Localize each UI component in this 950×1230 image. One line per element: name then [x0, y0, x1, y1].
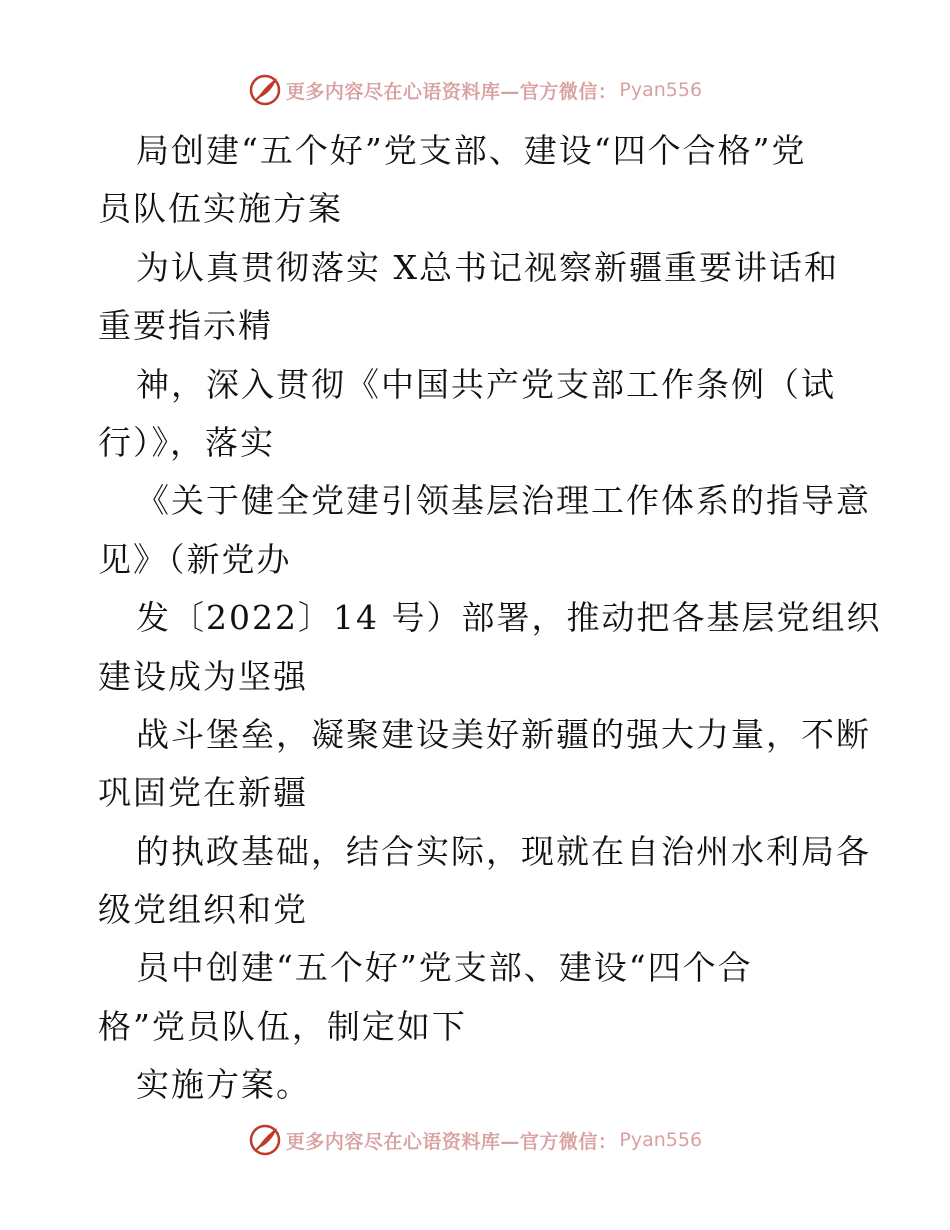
watermark-text: 更多内容尽在心语资料库—官方微信：: [285, 80, 618, 103]
document-line: 行）》，落实: [98, 422, 275, 462]
document-line: 发〔2022〕14 号）部署，推动把各基层党组织: [136, 598, 882, 638]
watermark-text: 更多内容尽在心语资料库—官方微信：: [285, 1130, 618, 1153]
document-line: 员队伍实施方案: [98, 189, 343, 229]
document-line: 战斗堡垒，凝聚建设美好新疆的强大力量，不断: [136, 714, 871, 754]
footer-watermark: [0, 1122, 950, 1158]
document-body: [98, 122, 882, 1115]
document-line: 的执政基础，结合实际，现就在自治州水利局各: [136, 831, 871, 871]
document-line: 实施方案。: [136, 1065, 311, 1105]
document-line: 巩固党在新疆: [98, 773, 308, 813]
feather-logo-icon: [248, 1123, 282, 1157]
document-line: 建设成为坚强: [98, 656, 308, 696]
document-line: 《关于健全党建引领基层治理工作体系的指导意: [136, 481, 871, 521]
watermark-wechat-id: Pyan556: [619, 1129, 703, 1151]
document-line: 级党组织和党: [98, 890, 308, 930]
document-line: 员中创建“五个好”党支部、建设“四个合: [136, 948, 753, 988]
watermark-wechat-id: Pyan556: [619, 79, 703, 101]
document-line: 局创建“五个好”党支部、建设“四个合格”党: [136, 131, 807, 170]
feather-logo-icon: [248, 73, 282, 107]
document-line: 为认真贯彻落实 X总书记视察新疆重要讲话和: [136, 247, 839, 287]
document-line: 神，深入贯彻《中国共产党支部工作条例（试: [136, 364, 836, 404]
document-line: 格”党员队伍，制定如下: [98, 1006, 467, 1046]
header-watermark: [0, 72, 950, 108]
document-line: 重要指示精: [98, 306, 273, 346]
document-line: 见》（新党办: [98, 539, 292, 579]
